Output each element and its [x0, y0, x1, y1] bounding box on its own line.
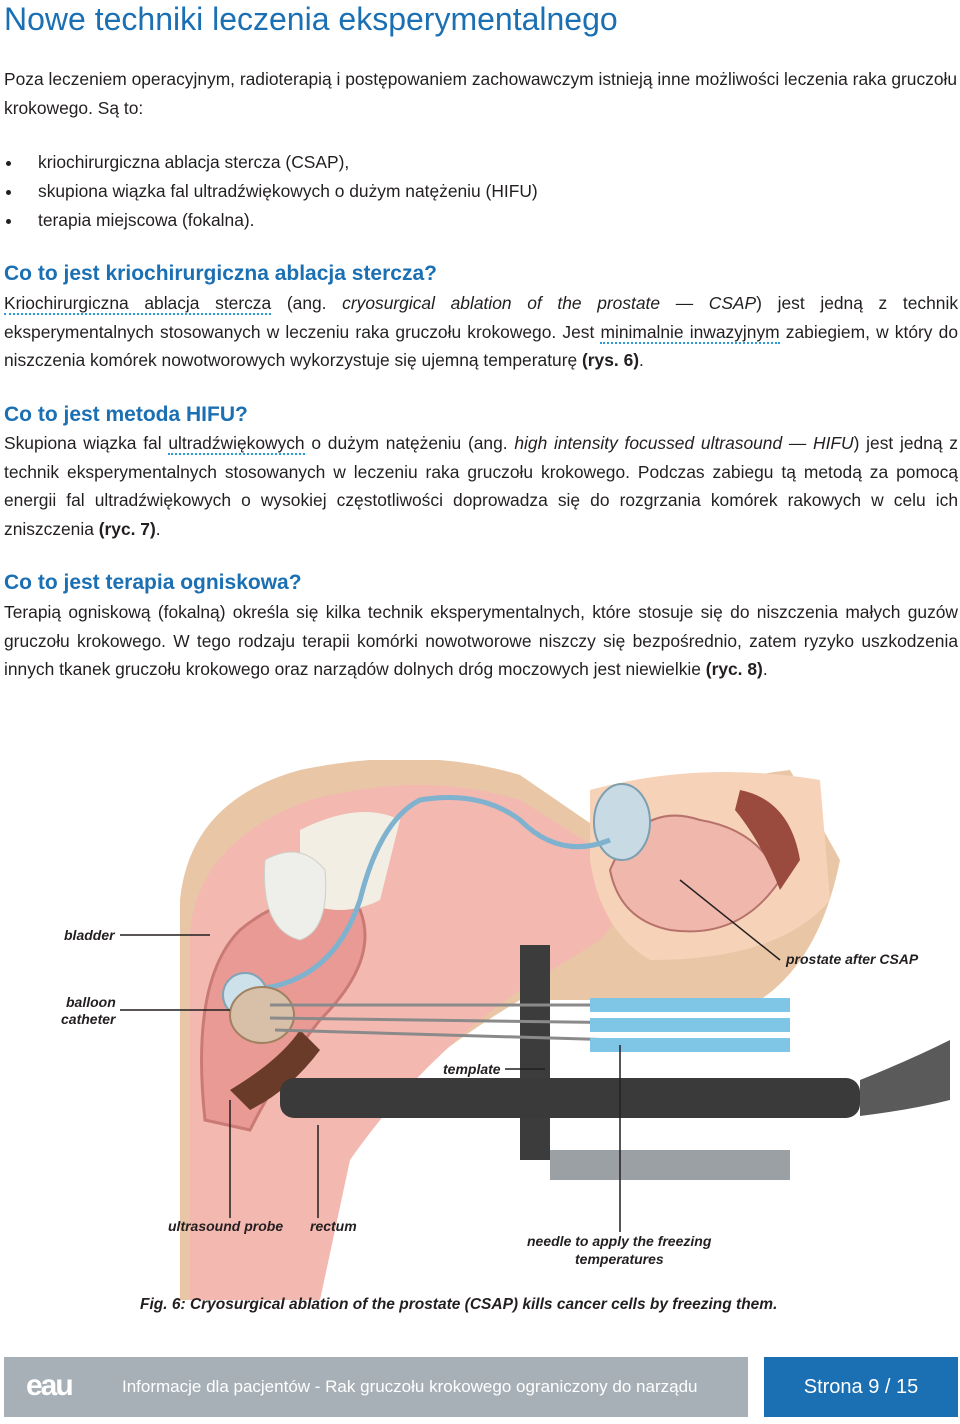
needle-sheath [590, 1018, 790, 1032]
label-balloon: balloon [66, 994, 116, 1010]
list-item: skupiona wiązka fal ultradźwiękowych o dużym natężeniu (HIFU) [0, 177, 538, 206]
prostate-main [230, 987, 294, 1043]
list-item: kriochirurgiczna ablacja stercza (CSAP), [0, 148, 538, 177]
glossary-term-csap[interactable]: Kriochirurgiczna ablacja stercza [4, 293, 272, 313]
figure-reference: (ryc. 7) [98, 518, 156, 539]
csap-paragraph [4, 289, 958, 375]
hifu-english: high intensity focussed ultrasound — HIFU [514, 433, 854, 453]
figure-reference: (ryc. 8) [705, 659, 763, 680]
anatomy-drawing [0, 760, 960, 1300]
page-number: Strona 9 / 15 [764, 1357, 958, 1417]
figure-reference: (rys. 6) [582, 350, 640, 371]
focal-paragraph [4, 598, 958, 684]
label-ultrasound-probe: ultrasound probe [168, 1218, 284, 1234]
glossary-term-ultrasound[interactable]: ultradźwiękowych [168, 433, 305, 453]
csap-english: cryosurgical ablation of the prostate — CSAP [342, 293, 757, 313]
figure-caption: Fig. 6: Cryosurgical ablation of the prostate (CSAP) kills cancer cells by freezing them. [140, 1296, 778, 1313]
eau-logo: eau [26, 1369, 72, 1402]
hifu-text: Skupiona wiązka fal [4, 433, 169, 453]
section-heading-csap: Co to jest kriochirurgiczna ablacja stercza? [4, 262, 437, 285]
section-heading-hifu: Co to jest metoda HIFU? [4, 403, 248, 426]
section-heading-focal: Co to jest terapia ogniskowa? [4, 571, 302, 594]
label-rectum: rectum [310, 1218, 357, 1234]
needle-sheath [590, 998, 790, 1012]
ultrasound-probe [280, 1078, 860, 1118]
label-catheter: catheter [61, 1011, 116, 1027]
label-temperatures: temperatures [575, 1251, 664, 1267]
stepper-scale [550, 1150, 790, 1180]
template-frame [520, 945, 550, 1160]
csap-illustration [0, 760, 960, 1300]
glossary-term-minimally-invasive[interactable]: minimalnie inwazyjnym [600, 321, 780, 342]
focal-text: . [762, 659, 768, 680]
label-prostate-after-csap: prostate after CSAP [786, 951, 919, 967]
hifu-text: . [155, 518, 161, 539]
csap-text: ) jest jedną z technik eksperymentalnych stosowanych w leczeniu raka gruczołu krokowego. Jest [4, 293, 959, 342]
hifu-paragraph [4, 429, 958, 543]
label-needle: needle to apply the freezing [527, 1233, 712, 1249]
csap-text: . [639, 350, 644, 371]
methods-list [0, 148, 538, 235]
probe-handle [860, 1040, 950, 1116]
csap-text: zabiegiem, w który do niszczenia komórek nowotworowych wykorzystuje się ujemną temperaturę [4, 321, 959, 371]
label-bladder: bladder [64, 927, 115, 943]
intro-paragraph: Poza leczeniem operacyjnym, radioterapią i postępowaniem zachowawczym istnieją inne możliwości leczenia raka gruczołu krokowego. Są to: [4, 69, 958, 118]
hifu-text: o dużym natężeniu (ang. [304, 433, 515, 453]
list-item: terapia miejscowa (fokalna). [0, 206, 538, 235]
csap-text: (ang. [271, 293, 343, 313]
hifu-text: ) jest jedną z technik eksperymentalnych stosowanych w leczeniu raka gruczołu krokowego. Podczas zabiegu tą metodą za pomocą energii fal ultradźwiękowych o wysokiej częstotliwości doprowadza się do rozgrzania komórek rakowych w celu ich zniszczenia [4, 433, 958, 539]
page-title: Nowe techniki leczenia eksperymentalnego [4, 1, 618, 37]
balloon-inset [594, 784, 650, 860]
footer-bar [4, 1357, 748, 1417]
focal-text: Terapią ogniskową (fokalną) określa się kilka technik eksperymentalnych, które stosuje się do niszczenia małych guzów gruczołu krokowego. W tego rodzaju terapii komórki nowotworowe niszczy się bezpośrednio, zatem ryzyko uszkodzenia innych tkanek gruczołu krokowego oraz narządów dolnych dróg moczowych jest niewielkie [4, 602, 958, 680]
label-template: template [443, 1061, 501, 1077]
footer-text: Informacje dla pacjentów - Rak gruczołu krokowego ograniczony do narządu [122, 1377, 698, 1396]
